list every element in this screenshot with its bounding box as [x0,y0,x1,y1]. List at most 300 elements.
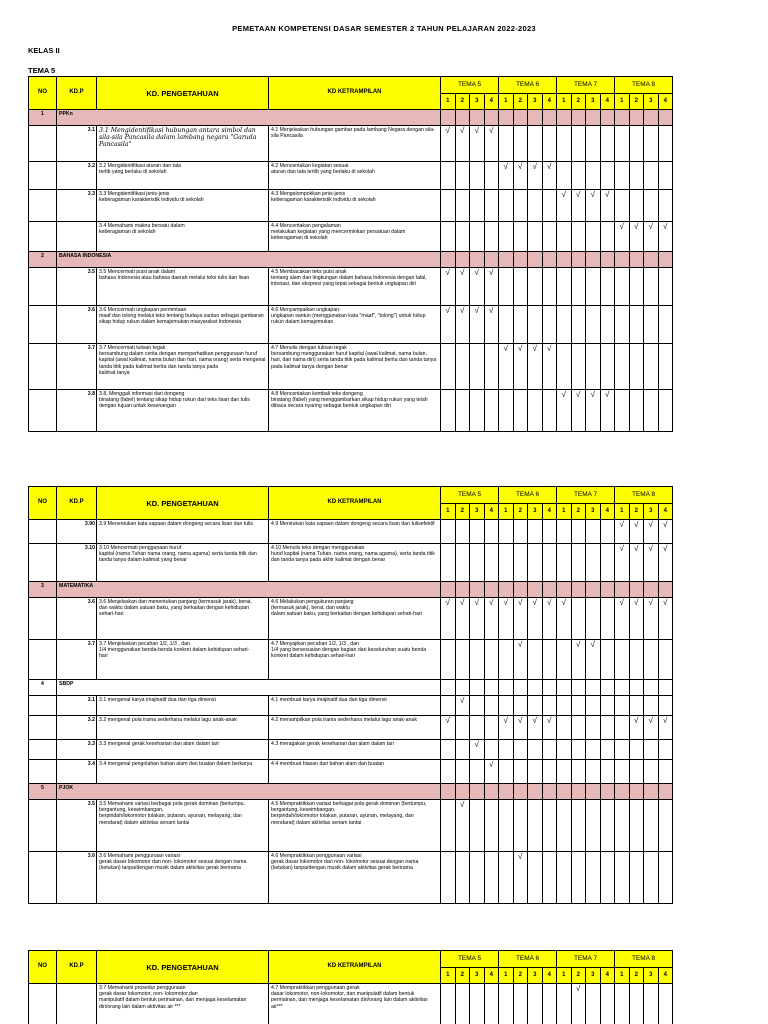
check-cell [658,390,673,432]
check-cell [629,222,644,252]
check-cell [513,126,528,162]
check-cell [629,640,644,680]
kdp-cell: 3.1 [57,696,97,716]
kelas-label: KELAS II [28,46,60,55]
week-header: 3 [586,504,601,520]
check-mark: √ [489,126,494,135]
check-cell [600,740,615,760]
check-cell [470,784,485,800]
check-cell [528,306,543,344]
check-cell [615,306,630,344]
check-cell [658,680,673,696]
check-cell [513,800,528,852]
check-cell [644,544,659,582]
subject-name: SBDP [57,680,441,696]
check-cell [513,852,528,904]
check-cell [586,162,601,190]
check-cell [528,582,543,598]
check-cell [455,598,470,640]
check-cell [557,544,572,582]
check-cell [658,544,673,582]
check-cell [513,696,528,716]
check-mark: √ [503,162,508,171]
pengetahuan-cell: 3.10 Mencermati penggunaan huruf kapital (nama Tuhan nama orang, nama agama) serta tanda titik dan tanda tanya dalam kalimat yang benar [97,544,269,582]
week-header: 2 [571,968,586,984]
check-cell [513,544,528,582]
pengetahuan-cell: 3.1 mengenal karya imajinatif dua dan tiga dimensi [97,696,269,716]
week-header: 4 [542,94,557,110]
check-cell [528,716,543,740]
check-cell [571,390,586,432]
check-cell [455,640,470,680]
kdp-cell: 3.5 [57,268,97,306]
check-cell [644,222,659,252]
check-cell [644,252,659,268]
no-cell [29,222,57,252]
check-cell [644,640,659,680]
ketrampilan-cell: 4.5 Membacakan teks puisi anak tentang alam dan lingkungan dalam bahasa Indonesia dengan lafal, intonasi, dan ekspresi yang tepat sebagai bentuk ungkapan diri [269,268,441,306]
check-mark: √ [634,544,639,553]
check-cell [658,984,673,1024]
pengetahuan-cell: 3.6 Memahami penggunaan variasi gerak dasar lokomotor dan non- lokomotor sesuai dengan irama (ketukan) tanpa/dengan musik dalam aktivitas gerak berirama [97,852,269,904]
check-cell [557,520,572,544]
competency-row [29,520,673,544]
check-cell [629,598,644,640]
check-cell [557,190,572,222]
check-cell [513,110,528,126]
week-header: 3 [586,94,601,110]
pengetahuan-cell: 3.9 Menentukan kata sapaan dalam dongeng secara lisan dan tulis [97,520,269,544]
check-mark: √ [576,984,581,993]
no-cell [29,162,57,190]
week-header: 3 [528,504,543,520]
check-cell [513,784,528,800]
week-header: 1 [615,968,630,984]
check-cell [484,800,499,852]
ketrampilan-header: KD KETRAMPILAN [269,951,441,984]
check-cell [441,984,456,1024]
check-mark: √ [648,544,653,553]
tema-header: TEMA 5 [441,487,499,504]
check-cell [484,598,499,640]
check-cell [542,740,557,760]
check-cell [586,520,601,544]
check-cell [441,162,456,190]
competency-row [29,390,673,432]
check-cell [455,740,470,760]
check-cell [528,740,543,760]
check-cell [455,306,470,344]
check-mark: √ [532,344,537,353]
tema-header: TEMA 8 [615,951,673,968]
check-cell [542,716,557,740]
no-cell [29,598,57,640]
check-cell [600,520,615,544]
check-cell [571,784,586,800]
subject-number: 2 [29,252,57,268]
check-cell [600,852,615,904]
check-cell [557,784,572,800]
ketrampilan-cell: 4.6 Melakukan pengukuran panjang (termasuk jarak), berat, dan waktu dalam satuan baku, yang berkaitan dengan kehidupan sehari-hari [269,598,441,640]
check-cell [586,582,601,598]
check-cell [629,268,644,306]
check-cell [441,190,456,222]
check-cell [441,598,456,640]
week-header: 3 [586,968,601,984]
check-cell [484,582,499,598]
check-cell [470,544,485,582]
check-mark: √ [532,716,537,725]
check-cell [484,190,499,222]
check-cell [600,598,615,640]
check-cell [600,222,615,252]
check-cell [586,544,601,582]
check-cell [542,162,557,190]
pengetahuan-cell: 3.1 Mengidentifikasi hubungan antara simbol dan sila-sila Pancasila dalam lambang negara "Garuda Pancasila" [97,126,269,162]
check-cell [499,306,514,344]
check-cell [615,716,630,740]
check-cell [615,784,630,800]
week-header: 2 [629,968,644,984]
check-cell [499,640,514,680]
check-cell [557,696,572,716]
check-mark: √ [503,716,508,725]
check-mark: √ [474,598,479,607]
check-cell [571,640,586,680]
check-cell [629,852,644,904]
week-header: 2 [629,504,644,520]
check-cell [644,760,659,784]
check-mark: √ [547,162,552,171]
competency-row [29,544,673,582]
check-mark: √ [561,390,566,399]
check-cell [557,740,572,760]
check-cell [644,344,659,390]
check-cell [455,344,470,390]
check-cell [557,716,572,740]
week-header: 1 [557,968,572,984]
check-cell [455,162,470,190]
week-header: 1 [441,968,456,984]
check-cell [586,344,601,390]
competency-row [29,268,673,306]
week-header: 4 [658,94,673,110]
check-cell [513,740,528,760]
check-cell [615,984,630,1024]
week-header: 1 [499,94,514,110]
check-cell [600,784,615,800]
week-header: 1 [499,504,514,520]
check-cell [528,110,543,126]
check-cell [557,852,572,904]
check-cell [499,740,514,760]
week-header: 3 [470,968,485,984]
check-cell [513,598,528,640]
check-cell [600,544,615,582]
check-cell [644,984,659,1024]
check-cell [441,852,456,904]
check-cell [513,268,528,306]
subject-number: 3 [29,582,57,598]
week-header: 4 [658,968,673,984]
check-cell [629,984,644,1024]
check-mark: √ [532,162,537,171]
subject-row [29,110,673,126]
check-cell [615,252,630,268]
check-cell [586,390,601,432]
check-mark: √ [460,268,465,277]
competency-row [29,800,673,852]
check-mark: √ [634,520,639,529]
pengetahuan-header: KD. PENGETAHUAN [97,951,269,984]
no-cell [29,126,57,162]
kdp-cell: 3.3 [57,190,97,222]
subject-row [29,680,673,696]
ketrampilan-header: KD KETRAMPILAN [269,487,441,520]
check-cell [557,598,572,640]
ketrampilan-cell: 4.2 Mencentakan kegiatan sesuai aturan dan tata tertib yang berlaku di sekolah [269,162,441,190]
check-cell [441,520,456,544]
check-cell [644,716,659,740]
check-cell [571,110,586,126]
week-header: 1 [499,968,514,984]
kdp-cell: 3.8 [57,390,97,432]
check-cell [644,852,659,904]
check-cell [571,716,586,740]
no-cell [29,640,57,680]
check-cell [542,252,557,268]
check-cell [571,544,586,582]
week-header: 2 [571,94,586,110]
ketrampilan-cell: 4.10 Menulis teks dengan menggunakan huruf kapital (nama Tuhan, nama orang, nama agama), serta tanda titik dan tanda tanya pada akhir kalimat dengan benar [269,544,441,582]
check-mark: √ [489,760,494,769]
check-cell [586,190,601,222]
week-header: 3 [470,94,485,110]
check-cell [455,110,470,126]
no-cell [29,390,57,432]
check-cell [557,126,572,162]
check-cell [441,760,456,784]
check-cell [441,390,456,432]
check-cell [644,190,659,222]
check-cell [484,252,499,268]
kdp-cell [57,984,97,1024]
check-cell [455,984,470,1024]
check-mark: √ [474,268,479,277]
check-cell [586,760,601,784]
check-cell [571,852,586,904]
ketrampilan-cell: 4.1 Menjelaskan hubungan gambar pada lambang Negara dengan sila- sila Pancasila [269,126,441,162]
subject-name: PPKn [57,110,441,126]
check-cell [542,344,557,390]
check-cell [499,162,514,190]
check-cell [499,680,514,696]
pengetahuan-cell: 3.7 Mencermati tulisan tegak bersambung dalam cerita dengan memperhatikan penggunaan huruf kapital (awal kalimat, nama bulan dan hari, nama orang) serta mengenal tanda titik pada kalimat berita dan tanda tanya pada kalimat tanya [97,344,269,390]
check-cell [484,222,499,252]
week-header: 1 [615,94,630,110]
check-cell [644,126,659,162]
check-cell [644,520,659,544]
competency-row [29,696,673,716]
check-cell [542,390,557,432]
check-cell [499,984,514,1024]
week-header: 4 [542,968,557,984]
check-cell [658,784,673,800]
check-cell [571,520,586,544]
competency-row [29,716,673,740]
document-title: PEMETAAN KOMPETENSI DASAR SEMESTER 2 TAHUN PELAJARAN 2022-2023 [232,24,536,33]
check-cell [499,800,514,852]
ketrampilan-cell: 4.1 membuat karya imajinatif dua dan tiga dimensi [269,696,441,716]
check-cell [615,390,630,432]
check-cell [528,344,543,390]
week-header: 2 [455,504,470,520]
check-cell [499,784,514,800]
check-mark: √ [634,716,639,725]
check-cell [629,740,644,760]
check-cell [455,268,470,306]
kdp-header: KD.P [57,487,97,520]
no-cell [29,344,57,390]
check-mark: √ [489,598,494,607]
kdp-cell: 3.5 [57,800,97,852]
check-cell [484,126,499,162]
check-mark: √ [648,222,653,231]
check-cell [629,800,644,852]
competency-table-1 [28,76,673,432]
check-cell [513,520,528,544]
pengetahuan-cell: 3.4 mengenal pengolahan bahan alam dan buatan dalam berkarya [97,760,269,784]
check-cell [658,268,673,306]
check-mark: √ [561,190,566,199]
check-cell [542,984,557,1024]
check-cell [484,716,499,740]
kdp-cell: 3.2 [57,162,97,190]
check-cell [528,520,543,544]
check-cell [644,784,659,800]
check-cell [615,344,630,390]
check-cell [586,640,601,680]
check-cell [470,640,485,680]
check-cell [571,598,586,640]
check-cell [629,716,644,740]
check-cell [441,252,456,268]
ketrampilan-cell: 4.7 Menyajikan pecahan 1/2, 1/3 , dan 1/4 yang bersesuaian dengan bagian dari keseluruhan suatu benda konkret dalam kehidupan sehari-hari [269,640,441,680]
check-cell [586,268,601,306]
check-cell [470,162,485,190]
pengetahuan-cell: 3.2 mengenal pola irama sederhana melalui lagu anak-anak [97,716,269,740]
check-mark: √ [445,598,450,607]
check-cell [571,252,586,268]
check-cell [455,784,470,800]
check-cell [557,680,572,696]
check-mark: √ [474,306,479,315]
ketrampilan-cell: 4.8 Mencentakan kembali teks dongeng binatang (fabel) yang menggambarkan sikap hidup rukun yang telah dibaca secara nyaring sebagai bentuk ungkapan diri [269,390,441,432]
check-cell [499,390,514,432]
check-cell [600,162,615,190]
subject-name: PJOK [57,784,441,800]
tema-header: TEMA 7 [557,951,615,968]
check-cell [557,760,572,784]
check-cell [542,544,557,582]
check-cell [600,984,615,1024]
check-cell [615,190,630,222]
check-mark: √ [445,716,450,725]
week-header: 1 [441,94,456,110]
check-mark: √ [547,598,552,607]
tema-header: TEMA 8 [615,487,673,504]
check-cell [484,984,499,1024]
check-cell [484,110,499,126]
check-mark: √ [445,306,450,315]
check-cell [542,110,557,126]
week-header: 3 [528,94,543,110]
no-cell [29,852,57,904]
check-mark: √ [561,598,566,607]
check-cell [557,162,572,190]
check-cell [499,344,514,390]
check-cell [513,222,528,252]
check-cell [615,640,630,680]
check-cell [644,110,659,126]
check-mark: √ [663,716,668,725]
check-cell [484,306,499,344]
check-cell [441,544,456,582]
check-cell [571,760,586,784]
kdp-cell: 3.4 [57,760,97,784]
check-mark: √ [474,740,479,749]
check-cell [470,306,485,344]
check-cell [470,852,485,904]
kdp-cell: 3.6 [57,852,97,904]
check-cell [455,126,470,162]
tema-header: TEMA 6 [499,487,557,504]
week-header: 1 [557,504,572,520]
check-cell [528,390,543,432]
pengetahuan-cell: 3.4 Memahami makna bersatu dalam keberagaman di sekolah [97,222,269,252]
check-mark: √ [634,598,639,607]
check-cell [557,640,572,680]
check-cell [615,740,630,760]
check-cell [557,222,572,252]
tema-header: TEMA 5 [441,77,499,94]
no-header: NO [29,487,57,520]
check-cell [644,696,659,716]
check-cell [499,268,514,306]
check-cell [542,800,557,852]
check-cell [542,520,557,544]
check-cell [586,680,601,696]
check-cell [629,126,644,162]
check-cell [542,598,557,640]
competency-row [29,306,673,344]
no-cell [29,696,57,716]
check-mark: √ [619,222,624,231]
kdp-header: KD.P [57,951,97,984]
check-cell [470,760,485,784]
check-cell [455,520,470,544]
check-cell [470,126,485,162]
check-cell [499,598,514,640]
check-cell [470,696,485,716]
check-cell [484,680,499,696]
kdp-cell: 3.1 [57,126,97,162]
check-cell [629,190,644,222]
check-cell [470,222,485,252]
check-cell [542,306,557,344]
check-cell [629,582,644,598]
kdp-cell: 3.6 [57,306,97,344]
